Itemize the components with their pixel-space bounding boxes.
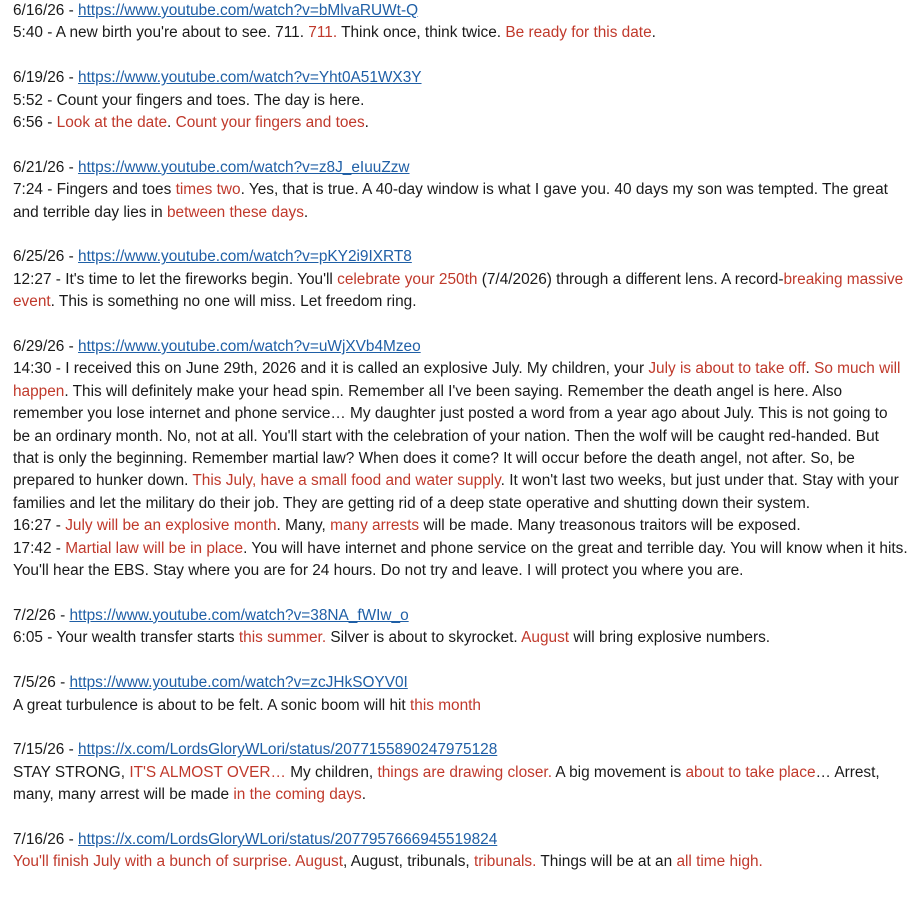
entry-date: 6/16/26 bbox=[13, 2, 65, 19]
entry-text bbox=[13, 762, 908, 807]
text-segment: Think once, think twice. bbox=[337, 24, 506, 42]
highlighted-text: this summer. bbox=[238, 629, 327, 647]
entry-date: 7/2/26 bbox=[13, 606, 56, 624]
highlighted-text: Be ready for this date bbox=[505, 24, 652, 42]
highlighted-text: August bbox=[521, 629, 570, 647]
highlighted-text: about to take place bbox=[685, 763, 816, 781]
highlighted-text: this month bbox=[409, 696, 481, 714]
entry bbox=[13, 672, 908, 717]
entry-header: 6/25/26 - https://www.youtube.com/watch?v=pKY2i9IXRT8 bbox=[13, 248, 412, 266]
text-segment: Silver is about to skyrocket. bbox=[326, 629, 522, 647]
text-segment: . bbox=[167, 114, 176, 132]
source-link[interactable]: https://www.youtube.com/watch?v=Yht0A51WX3Y bbox=[78, 69, 422, 87]
entry-text bbox=[13, 22, 908, 44]
highlighted-text: IT'S ALMOST OVER… bbox=[129, 763, 286, 781]
entry-header: 7/15/26 - https://x.com/LordsGloryWLori/status/2077155890247975128 bbox=[13, 741, 498, 759]
text-segment: . It won't last two weeks, but just under that. Stay with your families and let the military do their job. They are getting rid of a deep state operative and shutting down their system. bbox=[13, 472, 899, 512]
entry bbox=[13, 246, 908, 313]
text-segment: 5:52 - Count your fingers and toes. The day is here. bbox=[13, 91, 365, 109]
entry-text bbox=[13, 627, 908, 649]
source-link[interactable]: https://www.youtube.com/watch?v=z8J_eIuuZzw bbox=[78, 158, 410, 176]
text-segment: 14:30 - I received this on June 29th, 2026 and it is called an explosive July. My children, your bbox=[13, 360, 649, 378]
text-segment: , August, tribunals, bbox=[343, 853, 474, 871]
entry-date: 6/21/26 bbox=[13, 158, 65, 176]
text-segment: 6:05 - Your wealth transfer starts bbox=[13, 629, 239, 647]
entry-date: 6/29/26 bbox=[13, 338, 65, 356]
highlighted-text: celebrate your 250th bbox=[337, 270, 478, 288]
entry-date: 7/16/26 bbox=[13, 830, 65, 848]
text-segment: . This is something no one will miss. Let freedom ring. bbox=[50, 293, 417, 311]
text-segment: My children, bbox=[285, 763, 378, 781]
highlighted-text: This July, have a small food and water supply bbox=[192, 472, 501, 490]
entry-header: 6/21/26 - https://www.youtube.com/watch?v=z8J_eIuuZzw bbox=[13, 158, 410, 176]
text-segment: 12:27 - It's time to let the fireworks begin. You'll bbox=[13, 270, 338, 288]
text-segment: . Yes, that is true. A 40-day window is what I gave you. 40 days my son was tempted. The great and terrible day lies in bbox=[13, 181, 888, 221]
text-segment: will bring explosive numbers. bbox=[569, 629, 771, 647]
text-segment: . bbox=[361, 786, 366, 804]
highlighted-text: between these days bbox=[167, 203, 304, 221]
highlighted-text: 711. bbox=[308, 24, 338, 42]
entry-text bbox=[13, 358, 908, 515]
highlighted-text: Look at the date bbox=[56, 114, 168, 132]
entry-header: 7/5/26 - https://www.youtube.com/watch?v=zcJHkSOYV0I bbox=[13, 674, 408, 692]
highlighted-text: in the coming days bbox=[233, 786, 362, 804]
text-segment: 17:42 - bbox=[13, 539, 66, 557]
text-segment: STAY STRONG, bbox=[13, 763, 130, 781]
highlighted-text: breaking massive event bbox=[13, 270, 904, 311]
entry-text bbox=[13, 269, 908, 314]
highlighted-text: Count your fingers and toes bbox=[175, 114, 365, 132]
highlighted-text: many arrests bbox=[330, 517, 420, 535]
text-segment: (7/4/2026) through a different lens. A record- bbox=[477, 270, 784, 288]
highlighted-text: July is about to take off bbox=[648, 360, 806, 378]
entry-text bbox=[13, 538, 908, 583]
source-link[interactable]: https://x.com/LordsGloryWLori/status/2077155890247975128 bbox=[78, 741, 498, 759]
text-segment: 5:40 - A new birth you're about to see. 711. bbox=[13, 24, 309, 42]
text-segment: A big movement is bbox=[551, 763, 686, 781]
entry-header: 7/16/26 - https://x.com/LordsGloryWLori/status/2077957666945519824 bbox=[13, 830, 498, 848]
text-segment: . Many, bbox=[276, 517, 331, 535]
text-segment: will be made. Many treasonous traitors will be exposed. bbox=[419, 517, 801, 535]
text-segment: . bbox=[303, 203, 309, 221]
entry-header: 6/16/26 - https://www.youtube.com/watch?v=bMlvaRUWt-Q bbox=[13, 2, 419, 19]
entry-text bbox=[13, 112, 908, 134]
entry-date: 6/25/26 bbox=[13, 248, 65, 266]
source-link[interactable]: https://x.com/LordsGloryWLori/status/2077957666945519824 bbox=[78, 830, 498, 848]
entry bbox=[13, 739, 908, 806]
text-segment: 7:24 - Fingers and toes bbox=[13, 181, 176, 199]
entry-text bbox=[13, 851, 908, 873]
source-link[interactable]: https://www.youtube.com/watch?v=uWjXVb4Mzeo bbox=[78, 338, 421, 356]
highlighted-text: You'll finish July with a bunch of surprise. August bbox=[13, 853, 344, 871]
entry bbox=[13, 0, 908, 45]
text-segment: . You will have internet and phone service on the great and terrible day. You will know when it hits. You'll hear the EBS. Stay where you are for 24 hours. Do not try and leave. I will protect you where you are. bbox=[13, 539, 908, 580]
source-link[interactable]: https://www.youtube.com/watch?v=38NA_fWIw_o bbox=[69, 606, 409, 624]
entry bbox=[13, 336, 908, 582]
highlighted-text: Martial law will be in place bbox=[65, 539, 244, 557]
text-segment: . bbox=[651, 24, 656, 42]
text-segment: A great turbulence is about to be felt. A sonic boom will hit bbox=[13, 696, 410, 714]
entry bbox=[13, 829, 908, 874]
entry-date: 6/19/26 bbox=[13, 69, 65, 87]
text-segment: … Arrest, many, many arrest will be made bbox=[13, 763, 880, 804]
entry bbox=[13, 67, 908, 134]
entry-date: 7/5/26 bbox=[13, 674, 56, 692]
entry-text bbox=[13, 90, 908, 112]
text-segment: . This will definitely make your head spin. Remember all I've been saying. Remember the death angel is here. Also remember you lose internet and phone service… My daughter just posted a word from a year ago about July. This is not going to be an ordinary month. No, not at all. You'll start with the celebration of your nation. Then the wolf will be caught red-handed. But that is only the beginning. Remember martial law? When does it come? It will occur before the death angel, not after. So, be prepared to hunker down. bbox=[13, 382, 888, 490]
highlighted-text: times two bbox=[175, 181, 241, 199]
highlighted-text: all time high. bbox=[676, 853, 763, 871]
entry-date: 7/15/26 bbox=[13, 741, 65, 759]
entry bbox=[13, 157, 908, 224]
text-segment: Things will be at an bbox=[536, 853, 677, 871]
source-link[interactable]: https://www.youtube.com/watch?v=zcJHkSOYV0I bbox=[69, 674, 408, 692]
source-link[interactable]: https://www.youtube.com/watch?v=bMlvaRUWt-Q bbox=[78, 2, 419, 19]
entry-text bbox=[13, 179, 908, 224]
source-link[interactable]: https://www.youtube.com/watch?v=pKY2i9IXRT8 bbox=[78, 248, 412, 266]
text-segment: . bbox=[805, 360, 815, 378]
entry-header: 6/29/26 - https://www.youtube.com/watch?v=uWjXVb4Mzeo bbox=[13, 338, 421, 356]
entry-text bbox=[13, 695, 908, 717]
entry-header: 6/19/26 - https://www.youtube.com/watch?v=Yht0A51WX3Y bbox=[13, 69, 422, 87]
highlighted-text: So much will happen bbox=[13, 360, 901, 400]
highlighted-text: July will be an explosive month bbox=[65, 517, 277, 535]
text-segment: 6:56 - bbox=[13, 114, 57, 132]
entry-header: 7/2/26 - https://www.youtube.com/watch?v=38NA_fWIw_o bbox=[13, 606, 409, 624]
entry bbox=[13, 605, 908, 650]
entry-text bbox=[13, 515, 908, 537]
text-segment: 16:27 - bbox=[13, 517, 66, 535]
highlighted-text: things are drawing closer. bbox=[377, 763, 552, 781]
highlighted-text: tribunals. bbox=[473, 853, 537, 871]
text-segment: . bbox=[364, 114, 369, 132]
